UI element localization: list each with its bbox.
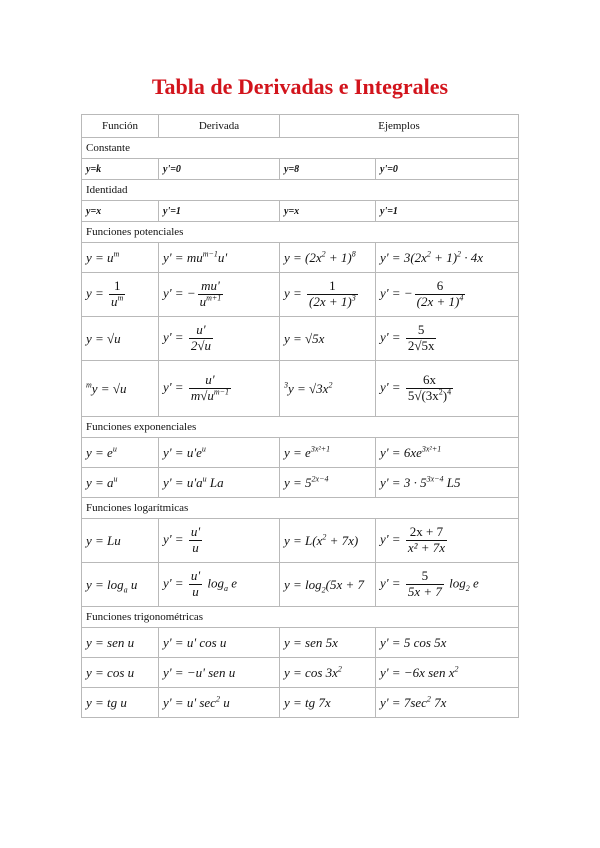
- cell-funcion: y=k: [82, 159, 159, 180]
- table-row: [82, 243, 519, 273]
- cell-derivada: y'=0: [159, 159, 280, 180]
- cell-derivada: $y' = mu^{m-1}u'$: [159, 243, 280, 273]
- cell-funcion: $y = \log_a u$: [82, 563, 159, 607]
- cell-funcion: y = $\frac{1}{u^m}$: [82, 273, 159, 317]
- cell-ejemplo-derivada: y' = $\frac{5}{2√5x}$: [376, 317, 519, 361]
- cell-ejemplo: y=x: [280, 201, 376, 222]
- section-trigonometricas: Funciones trigonométricas: [82, 607, 519, 628]
- cell-funcion: y = √u: [82, 317, 159, 361]
- header-ejemplos: Ejemplos: [280, 115, 519, 138]
- table-row: [82, 688, 519, 718]
- section-identidad: Identidad: [82, 180, 519, 201]
- table-row: [82, 468, 519, 498]
- cell-funcion: y = Lu: [82, 519, 159, 563]
- section-logaritmicas: Funciones logarítmicas: [82, 498, 519, 519]
- table-row: [82, 563, 519, 607]
- section-potenciales: Funciones potenciales: [82, 222, 519, 243]
- cell-derivada: y'=1: [159, 201, 280, 222]
- cell-derivada: y' = − $\frac{mu'}{u^{m+1}}$: [159, 273, 280, 317]
- cell-derivada: $y' = u'e^u$: [159, 438, 280, 468]
- table-row: [82, 438, 519, 468]
- cell-ejemplo-derivada: $y' = 7\sec^2$ 7x: [376, 688, 519, 718]
- cell-ejemplo: $^3y = √3x^2$: [280, 361, 376, 417]
- table-row: [82, 317, 519, 361]
- cell-ejemplo-derivada: y' = 5 cos 5x: [376, 628, 519, 658]
- cell-funcion: $^m$y = √u: [82, 361, 159, 417]
- cell-ejemplo: y=8: [280, 159, 376, 180]
- cell-funcion: $y = a^u$: [82, 468, 159, 498]
- cell-funcion: y = tg u: [82, 688, 159, 718]
- section-constante: Constante: [82, 138, 519, 159]
- table-row: [82, 519, 519, 563]
- cell-ejemplo: y = $\frac{1}{(2x + 1)^3}$: [280, 273, 376, 317]
- cell-ejemplo-derivada: y' = $\frac{5}{5x + 7}$ $\log_2 e$: [376, 563, 519, 607]
- cell-derivada: y' = $\frac{u'}{2√u}$: [159, 317, 280, 361]
- derivatives-table: [81, 114, 519, 718]
- cell-ejemplo-derivada: y'=0: [376, 159, 519, 180]
- cell-funcion: y = sen u: [82, 628, 159, 658]
- cell-derivada: y' = $\frac{u'}{u}$: [159, 519, 280, 563]
- section-exponenciales: Funciones exponenciales: [82, 417, 519, 438]
- table-row: [82, 658, 519, 688]
- cell-ejemplo-derivada: y' = −6x sen $x^2$: [376, 658, 519, 688]
- table-row: [82, 201, 519, 222]
- table-row: [82, 361, 519, 417]
- table-row: [82, 273, 519, 317]
- cell-ejemplo-derivada: $y' = 3 \cdot 5^{3x-4}$ L5: [376, 468, 519, 498]
- header-funcion: Función: [82, 115, 159, 138]
- cell-ejemplo: $y = 5^{2x-4}$: [280, 468, 376, 498]
- cell-ejemplo-derivada: $y' = 3(2x^2 + 1)^2 \cdot 4x$: [376, 243, 519, 273]
- cell-derivada: y' = $\frac{u'}{m√u^{m-1}}$: [159, 361, 280, 417]
- cell-ejemplo-derivada: y' = − $\frac{6}{(2x + 1)^4}$: [376, 273, 519, 317]
- cell-derivada: $y' = u'a^u$ La: [159, 468, 280, 498]
- cell-funcion: $y = e^u$: [82, 438, 159, 468]
- header-derivada: Derivada: [159, 115, 280, 138]
- table-row: [82, 628, 519, 658]
- cell-ejemplo-derivada: y'=1: [376, 201, 519, 222]
- cell-ejemplo: y = sen 5x: [280, 628, 376, 658]
- cell-derivada: y' = u' cos u: [159, 628, 280, 658]
- cell-ejemplo: y = √5x: [280, 317, 376, 361]
- cell-derivada: y' = u' $\sec^2 u$: [159, 688, 280, 718]
- cell-funcion: y=x: [82, 201, 159, 222]
- cell-ejemplo: y = tg 7x: [280, 688, 376, 718]
- cell-ejemplo: $y = \cos 3x^2$: [280, 658, 376, 688]
- cell-ejemplo-derivada: y' = $\frac{2x + 7}{\text{x² + 7x}}$: [376, 519, 519, 563]
- cell-ejemplo: $y = (2x^2 + 1)^8$: [280, 243, 376, 273]
- table-row: [82, 159, 519, 180]
- cell-ejemplo: $y = \log_2(5x + 7$: [280, 563, 376, 607]
- cell-derivada: y' = −u' sen u: [159, 658, 280, 688]
- cell-ejemplo: $y = e^{3x^2+1}$: [280, 438, 376, 468]
- page-title: Tabla de Derivadas e Integrales: [151, 74, 449, 99]
- cell-ejemplo-derivada: y' = $\frac{6x}{5√(3x^2)^4}$: [376, 361, 519, 417]
- cell-ejemplo: $y = L(x^2 + 7x)$: [280, 519, 376, 563]
- header-row: [82, 115, 519, 138]
- cell-funcion: y = cos u: [82, 658, 159, 688]
- cell-funcion: $y = u^m$: [82, 243, 159, 273]
- cell-ejemplo-derivada: $y' = 6xe^{3x^2+1}$: [376, 438, 519, 468]
- cell-derivada: y' = $\frac{u'}{u}$ $\log_a e$: [159, 563, 280, 607]
